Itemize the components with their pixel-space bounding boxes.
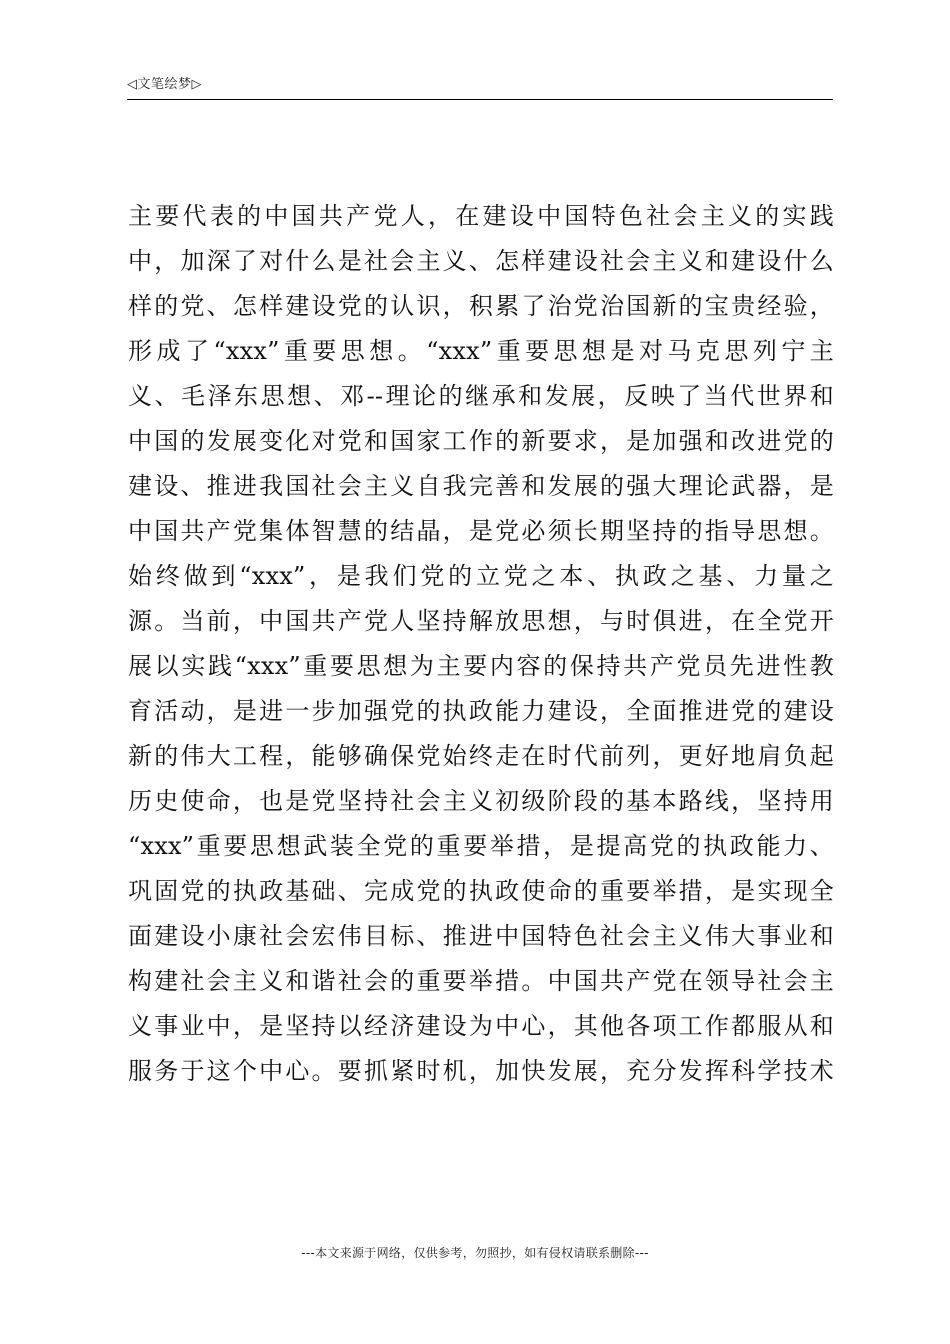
- text-line: 形成了“xxx”重要思想。“xxx”重要思想是对马克思列宁主: [128, 337, 834, 365]
- text-line: 始终做到“xxx”，是我们党的立党之本、执政之基、力量之: [128, 562, 834, 590]
- page-footer: ---本文来源于网络，仅供参考，勿照抄，如有侵权请联系删除---: [301, 1246, 649, 1260]
- text-line: 历史使命，也是党坚持社会主义初级阶段的基本路线，坚持用: [128, 787, 834, 815]
- text-line: 中，加深了对什么是社会主义、怎样建设社会主义和建设什么: [128, 247, 834, 275]
- text-line: 样的党、怎样建设党的认识，积累了治党治国新的宝贵经验，: [128, 292, 834, 320]
- text-line: 主要代表的中国共产党人，在建设中国特色社会主义的实践: [128, 202, 834, 230]
- text-line: 义、毛泽东思想、邓--理论的继承和发展，反映了当代世界和: [128, 382, 834, 410]
- text-line: 面建设小康社会宏伟目标、推进中国特色社会主义伟大事业和: [128, 922, 834, 950]
- text-line: 义事业中，是坚持以经济建设为中心，其他各项工作都服从和: [128, 1012, 834, 1040]
- text-line: 服务于这个中心。要抓紧时机，加快发展，充分发挥科学技术: [128, 1057, 834, 1085]
- text-line: 中国共产党集体智慧的结晶，是党必须长期坚持的指导思想。: [128, 517, 834, 545]
- text-line: 新的伟大工程，能够确保党始终走在时代前列，更好地肩负起: [128, 742, 834, 770]
- header-title: ◁文笔绘梦▷: [127, 77, 202, 92]
- text-line: 源。当前，中国共产党人坚持解放思想，与时俱进，在全党开: [128, 607, 834, 635]
- text-line: 构建社会主义和谐社会的重要举措。中国共产党在领导社会主: [128, 967, 834, 995]
- text-line: 建设、推进我国社会主义自我完善和发展的强大理论武器，是: [128, 472, 834, 500]
- text-line: 中国的发展变化对党和国家工作的新要求，是加强和改进党的: [128, 427, 834, 455]
- text-line: 展以实践“xxx”重要思想为主要内容的保持共产党员先进性教: [128, 652, 834, 680]
- text-line: 巩固党的执政基础、完成党的执政使命的重要举措，是实现全: [128, 877, 834, 905]
- body-text: [128, 194, 834, 1094]
- text-line: 育活动，是进一步加强党的执政能力建设，全面推进党的建设: [128, 697, 834, 725]
- text-line: “xxx”重要思想武装全党的重要举措，是提高党的执政能力、: [128, 832, 834, 860]
- page-header: [127, 72, 833, 100]
